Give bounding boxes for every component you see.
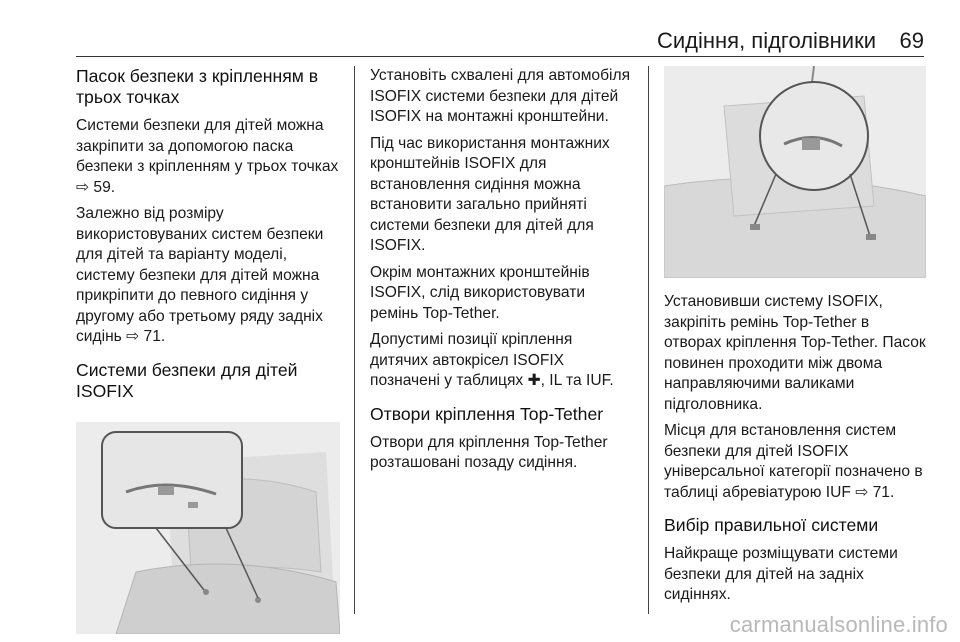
column-2	[370, 66, 632, 480]
heading-top-tether: Отвори кріплення Top-Tether	[370, 403, 604, 424]
paragraph: Окрім монтажних кронштейнів ISOFIX, слід використовувати ремінь Top-Tether.	[370, 263, 590, 322]
paragraph: Установіть схвалені для автомобіля ISOFIX системи безпеки для дітей ISOFIX на монтажні кронштейни.	[370, 67, 631, 125]
paragraph: Місця для встановлення систем безпеки для дітей ISOFIX універсальної категорії позначено в таблиці абревіатурою IUF ⇨ 71.	[664, 422, 923, 501]
paragraph: Установивши систему ISOFIX, закріпіть ремінь Top-Tether в отворах кріплення Top-Tether. Пасок повинен проходити між двома направляючими валиками підголовника.	[664, 293, 926, 413]
paragraph: Отвори для кріплення Top-Tether розташовані позаду сидіння.	[370, 433, 608, 471]
column-1	[76, 66, 340, 634]
paragraph: Допустимі позиції кріплення дитячих автокрісел ISOFIX позначені у таблицях ✚, IL та IUF.	[370, 331, 614, 389]
paragraph: Найкраще розміщувати системи безпеки для дітей на задніх сидіннях.	[664, 545, 898, 603]
page-number: 69	[899, 28, 924, 53]
header-title: Сидіння, підголівники	[656, 28, 876, 53]
isofix-seat-illustration	[76, 422, 340, 634]
heading-isofix-systems: Системи безпеки для дітей ISOFIX	[76, 359, 298, 401]
heading-three-point-belt: Пасок безпеки з кріпленням в трьох точках	[76, 66, 319, 107]
watermark: carmanualsonline.info	[729, 612, 948, 637]
column-divider-2	[648, 66, 649, 614]
top-tether-illustration	[664, 66, 926, 278]
heading-choose-system: Вибір правильної системи	[664, 515, 879, 535]
paragraph: Залежно від розміру використовуваних систем безпеки для дітей та варіанту моделі, систему безпеки для дітей можна прикріпити до певного сидіння у другому або третьому ряду задніх сидінь ⇨ 71.	[76, 205, 324, 345]
page-header	[0, 0, 960, 54]
column-3	[664, 66, 926, 612]
paragraph: Системи безпеки для дітей можна закріпити за допомогою паска безпеки з кріпленням у трьох точках ⇨ 59.	[76, 117, 339, 196]
paragraph: Під час використання монтажних кронштейнів ISOFIX для встановлення сидіння можна встановити загально прийняті системи безпеки для дітей для ISOFIX.	[370, 134, 610, 254]
column-divider-1	[354, 66, 355, 614]
header-rule	[76, 56, 924, 57]
